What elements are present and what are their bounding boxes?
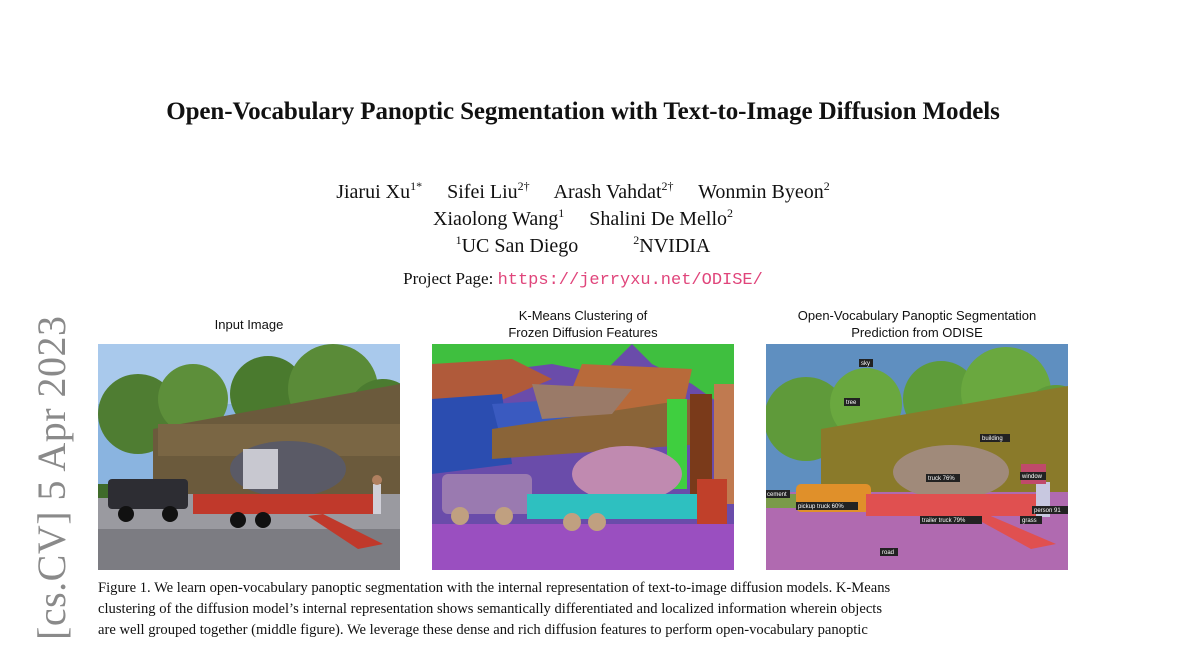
panel-label-kmeans [432,307,734,341]
svg-text:sky: sky [861,361,870,367]
input-image [98,344,400,570]
mask-label-truck [926,474,960,482]
panel-label-line: Open-Vocabulary Panoptic Segmentation [797,308,1037,323]
arxiv-stamp: [cs.CV] 5 Apr 2023 [29,315,74,640]
project-url-link[interactable]: https://jerryxu.net/ODISE/ [497,271,763,290]
svg-text:road: road [882,550,895,556]
affiliation-name: UC San Diego [461,235,579,257]
mask-label-person [1032,506,1068,514]
author-name: Jiarui Xu [336,181,411,203]
panel-label-line: Prediction from ODISE [851,325,983,340]
author-sup: 2† [661,179,674,193]
mask-label-pickup [796,502,858,510]
mask-label-sky [859,359,873,367]
affiliation-sup: 1 [455,233,462,247]
svg-text:trailer truck 79%: trailer truck 79% [922,518,966,524]
author-name: Shalini De Mello [589,208,727,230]
svg-text:grass: grass [1022,518,1037,524]
caption-line: Figure 1. We learn open-vocabulary panoptic segmentation with the internal representation of text-to-image diffusion models. K-Means [98,580,891,596]
author-name: Wonmin Byeon [698,181,824,203]
figure-caption [98,578,1070,641]
svg-text:building: building [982,436,1003,442]
paper-title: Open-Vocabulary Panoptic Segmentation with Text-to-Image Diffusion Models [166,98,1000,125]
svg-text:truck 76%: truck 76% [928,476,955,482]
author-line-1 [0,179,1166,204]
affiliations [0,233,1166,258]
mask-label-grass [1020,516,1042,524]
svg-text:person 91: person 91 [1034,508,1061,514]
panel-label-line: Frozen Diffusion Features [508,325,658,340]
panel-label-line: Input Image [214,317,284,332]
affiliation-name: NVIDIA [639,235,711,257]
panel-label-odise [766,307,1068,341]
author-name: Arash Vahdat [553,181,662,203]
mask-label-tree [844,398,860,406]
author-line-2 [0,206,1166,231]
panel-label-input [98,316,400,333]
odise-prediction-image [766,344,1068,570]
mask-label-building [980,434,1010,442]
author-sup: 1 [558,206,565,220]
author-name: Xiaolong Wang [433,208,559,230]
author-name: Sifei Liu [447,181,518,203]
caption-line: clustering of the diffusion model’s internal representation shows semantically differentiated and localized information wherein objects [98,601,883,617]
mask-label-cement [766,490,790,498]
panel-label-line: K-Means Clustering of [518,308,648,323]
author-sup: 2† [517,179,530,193]
author-sup: 1* [410,179,423,193]
project-page [0,269,1166,290]
mask-label-trailer [920,516,982,524]
author-sup: 2 [727,206,733,220]
author-sup: 2 [823,179,830,193]
mask-label-window [1020,472,1046,480]
caption-line: are well grouped together (middle figure). We leverage these dense and rich diffusion features to perform open-vocabulary panoptic [98,622,868,638]
affiliation-sup: 2 [633,233,640,247]
svg-text:cement: cement [767,492,787,498]
kmeans-image [432,344,734,570]
mask-label-road [880,548,898,556]
project-label: Project Page: [403,269,494,288]
svg-text:window: window [1022,474,1043,480]
svg-text:tree: tree [846,400,857,406]
svg-text:pickup truck 60%: pickup truck 60% [798,504,844,510]
